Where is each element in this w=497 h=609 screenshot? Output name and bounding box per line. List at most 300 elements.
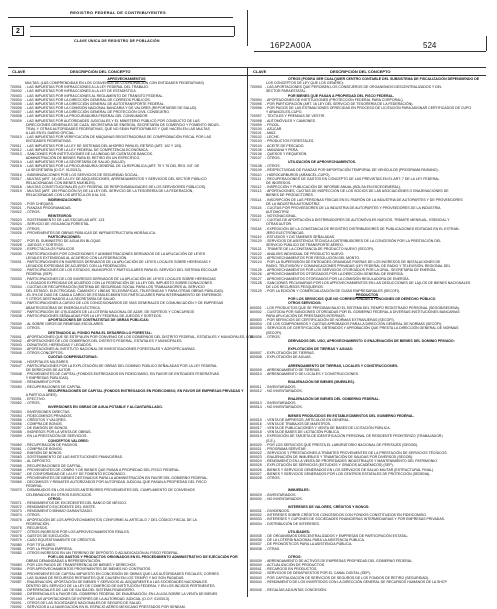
concept-code: 800032 — [250, 513, 262, 518]
concept-code: 800035 — [250, 534, 262, 539]
concept-code: 700062 — [10, 451, 22, 456]
concept-code: 700061 — [10, 446, 22, 451]
concept-description: - RECUPERACIONES DE CAPITAL. — [25, 384, 83, 389]
concept-description: - OTROS. — [265, 334, 281, 339]
concept-code: 700103 — [250, 139, 262, 144]
concept-code: 700092 — [10, 604, 22, 609]
concept-description: - VENTA DE TRABAJOS DE MAESTROS. — [265, 421, 331, 426]
concept-code: 700032 — [10, 268, 22, 273]
concept-description: - INDEMNIZACIONES POR LOS SERVICIOS DE SEGURIDAD SOCIAL. — [25, 172, 139, 177]
concept-description: - OTROS INGRESOS EN UN TERRENO DE DEPÓSITO O ADJUDICACIÓN AL FISCO FEDERAL. — [25, 550, 180, 555]
concept-description: - POR TITULARES. — [25, 542, 56, 547]
concept-description: - PARTICIPACIONES DE LOS ESTADOS, MUNICIPIOS Y PARTICULARES PARA EL SERVICIO DEL SISTEMA ESCOLAR — [25, 268, 218, 273]
concept-description: - LOS PRODUCTOS QUE SE PERCIBAN BAJO EL SISTEMA DEL TIEMPO REGISTRADO PERSONAL (SEGOB/SEDENA). — [265, 305, 460, 310]
group-heading: DESTINADOS AL FONDO PARA EL DESARROLLO FORESTAL: — [48, 330, 153, 335]
concept-code: 700106 — [250, 151, 262, 156]
concept-code: 800005 — [250, 326, 262, 331]
concept-code: 800026 — [250, 467, 262, 472]
concept-description: - LAS APORTACIONES QUE PERCIBEN LOS CONSEJEROS DE ORGANISMOS DESCENTRALIZADOS Y DEL — [265, 85, 442, 90]
concept-code: 700127 — [250, 276, 262, 281]
concept-description: - POR APROVECHAMIENTOS PROVENIENTES DE BIENES NO CONTRATOS. — [25, 567, 152, 572]
concept-description: - MULTAS CONSTITUCIONALES (LEY FEDERAL DE RESPONSABILIDADES DE LOS SERVIDORES PÚBLICOS). — [25, 185, 207, 190]
form-rule-right — [486, 36, 487, 51]
concept-code: 800030 — [250, 496, 262, 501]
concept-description: - PROVENIENTES DE CAPITAL IMPUESTO EN CONCESIÓN DE OBRAS QUE LAS AUTORIDADES FISCALES, CORRES — [25, 571, 219, 576]
concept-code: 800043 — [250, 575, 262, 580]
group-heading: ARRENDAMIENTO DE TIERRAS, LOCALES Y CONSTRUCCIONES. — [288, 363, 399, 368]
concept-description: - LAS IMPUESTAS POR LA PROCURADURÍA FEDERAL DEL CONSUMIDOR. — [25, 114, 149, 119]
concept-description: - LAS IMPUESTAS POR INFRACCIONES A LA LEY DE ESTADÍSTICA. — [25, 89, 137, 94]
group-heading: OTROS: — [48, 496, 62, 501]
concept-description: - CUSTODIA POR SANCIONES OTORGADAS POR EL GOBIERNO FEDERAL A DIVERSAS INSTITUCIONES BANCARIAS — [265, 309, 460, 314]
concept-description: PARA APLICACIÓN DE PRESTAMOS INTERNOS. — [265, 313, 346, 318]
concept-code: 800038 — [250, 546, 262, 551]
concept-code: 700119 — [250, 234, 262, 239]
concept-description: - PARTICIPACIONES POR LA EXPLOTACIÓN DE OBRAS DEL DOMINIO PÚBLICO SEÑALADAS POR LA LEY FEDERAL — [25, 363, 218, 368]
concept-description: RELACIONADAS CON BIENES MUEBLES). — [25, 180, 96, 185]
concept-description: - DE PRONÓSTICOS PARA LA ASISTENCIA PÚBLICA. — [265, 542, 353, 547]
concept-description: - OTROS. — [25, 401, 41, 406]
concept-description: OTRAS AUTOR. — [265, 222, 292, 227]
concept-description: - POR CAPITALIZACIÓN DE SERVICIOS DE SEGUROS DE LOS FONDOS DE RETIRO (SEGURIDAD). — [265, 575, 430, 580]
concept-description: ADMINISTRACIÓN DE BIENES PARA EL RETIRO EN UN ESPECÍFICO. — [25, 155, 141, 160]
concept-description: - INSPECCIÓN Y PUBLICACIÓN DE INFORME ANUAL (BOLSA EN ESCEGENERAL). — [265, 185, 401, 190]
concept-description: - NO INVENTARIADOS. — [265, 496, 303, 501]
concept-code: 800001 — [250, 305, 262, 310]
concept-code: 700002 — [10, 89, 22, 94]
concept-description: - PRODUCTOS FORESTALES. — [265, 139, 315, 144]
right-descripcion-header: DESCRIPCIÓN DEL CONCEPTO — [330, 69, 391, 74]
concept-code: 700006 — [10, 106, 22, 111]
concept-description: - INVENTARIADOS. — [265, 492, 297, 497]
curp-label: CLAVE ÚNICA DE REGISTRO DE POBLACIÓN — [74, 39, 160, 43]
group-heading: UTILIZACIÓN DE APROVECHAMIENTOS. — [288, 160, 357, 165]
concept-description: - LAS IMPUESTAS POR LA LEY FEDERAL DE COMPETENCIA ECONÓMICA. — [25, 147, 149, 152]
right-clave-header: CLAVE — [253, 69, 267, 74]
concept-description: - RENDIMIENTO POR. — [25, 380, 62, 385]
title-rule — [8, 17, 233, 18]
concept-description: LA SECRETARÍA (D.O.F. 01/03/13). — [25, 168, 82, 173]
concept-description: - RENDIMIENTO EN LA VENTA DE PROPIEDADES INDUSTRIALES Y MANTENIMIENTO DEL PATRIMONIO. — [265, 459, 438, 464]
concept-code: 700001 — [10, 85, 22, 90]
concept-code: 700024 — [10, 222, 22, 227]
concept-description: - POR SERVICIOS DE CERTIFICACIÓN DE NORMAS EXTRANJERAS (SECOFI). — [265, 318, 395, 323]
concept-description: AUTOMOTRIZ. — [265, 210, 290, 214]
concept-code: 700041 — [10, 334, 22, 339]
concept-description: - FRIJOL. — [265, 122, 281, 127]
concept-description: SERVICIO PÚBLICO DE TRANSPORTE AÉREO. — [265, 243, 344, 248]
concept-description: - INGRESOS POR LA VENTA DE OBRAS. — [25, 430, 92, 435]
concept-code: 700008 — [10, 114, 22, 119]
concept-code: 700104 — [250, 143, 262, 148]
concept-description: - OTROS DE LAS SOCIEDADES NACIONALES DE SEGURO DE SALUD. — [25, 600, 142, 605]
concept-code: 800024 — [250, 459, 262, 464]
concept-description: - MULTAS (ART. 159 FRACCIÓN IV) DE LA LEY DEL SERVICIO DE LA TESORERÍA DE LA FEDERACIÓN, — [25, 189, 194, 194]
group-heading: POR LOS SERVICIOS QUE NO CORRESPONDAN A FUNCIONES DE DERECHO PÚBLICO — [288, 297, 436, 302]
concept-description: - NOTIONACIONAL. — [265, 214, 298, 219]
concept-code: 700055 — [10, 417, 22, 422]
concept-code: 700056 — [10, 421, 22, 426]
concept-code: 800004 — [250, 322, 262, 327]
concept-description: - DE EMISIÓN DE BONOS. — [25, 426, 69, 431]
concept-code: 700100 — [250, 126, 262, 131]
concept-description: - POR CHEQUES. — [25, 201, 54, 206]
concept-description: - DISMINUIDOS EN LOS INCISOS ANTERIORES PROVENIENTES DEL CUMPLIMIENTO DE CONVENIOS — [25, 488, 195, 493]
concept-description: SECTOR PARAESTATAL. — [265, 89, 307, 94]
concept-description: DE LOS RECURSOS PESQUEROS. — [265, 284, 324, 289]
concept-code: 800008 — [250, 355, 262, 360]
concept-description: FEDERACIÓN. — [25, 521, 50, 526]
concept-description: - ARRENDAMIENTO DE LOCALES Y CONSTRUCCIONES. — [265, 372, 359, 377]
concept-code: 700076 — [10, 525, 22, 530]
concept-code: 700126 — [250, 272, 262, 277]
concept-description: - ANÁLISIS INDIVIDUAL DE PRODUCTO NUEVO. — [265, 251, 345, 256]
concept-description: - POR EL SUMINISTRO DE AGUA EN BLOQUE. — [25, 239, 102, 244]
concept-description: CELEBRADOS EN OTROS EJERCICIOS. — [25, 492, 93, 497]
concept-description: - COMPRA DE BONOS. — [25, 446, 63, 451]
concept-code: 800007 — [250, 351, 262, 356]
concept-description: - SANCIONES POR INSTITUCIONES DE LA UNIDAD DE CUENTA DE BANCOS. — [25, 151, 153, 156]
concept-description: - PROVENIENTES DE COBRO Y DE BIENES QUE PASAN A PROPIEDAD DEL FISCO FEDERAL. — [25, 467, 181, 472]
concept-code: 700111 — [250, 176, 262, 181]
concept-description: - APROVECHAMIENTOS POR RESOLUCIÓN DEL MONTO. — [265, 255, 361, 260]
concept-code: 700004 — [10, 97, 22, 102]
concept-description: - SOSTENIMIENTO DE LAS INSTITUCIONES FINANCIERAS. — [25, 455, 123, 460]
concept-description: - ENAJENACIÓN, APORTACIÓN DE BIENES Y SERVICIOS AL ADQUIRIENTE A LAS SOCIEDADES NACIONALES — [25, 579, 207, 584]
group-heading: ENAJENACIÓN DE BIENES DEL GOBIERNO FEDERAL. — [288, 396, 380, 401]
concept-code: 800028 — [250, 475, 262, 480]
concept-description: BIENES DE PRODUCTORES. — [265, 193, 314, 198]
group-heading: DERIVADOS DEL USO, APROVECHAMIENTO O ENAJENACIÓN DE BIENES DEL DOMINIO PRIVADO: — [288, 338, 455, 343]
concept-description: ENTIDADES FEDERATIVAS. — [25, 139, 72, 144]
concept-description: - DISTRIBUCIÓN DE INTERESES. — [265, 521, 320, 526]
concept-description: - LAS IMPUESTAS POR AUTORIDADES JUDICIALES Y EL MINISTERIO PÚBLICO POR CONDUCTO DE LAS — [25, 118, 200, 123]
concept-row — [250, 588, 484, 592]
concept-code: 700095 — [250, 101, 262, 106]
concept-description: DE DERECHOS DE AUTOR. — [25, 367, 72, 372]
concept-code: 700043 — [10, 343, 22, 347]
concept-code: 700052 — [10, 401, 22, 406]
concept-code: 700077 — [10, 530, 22, 535]
concept-description: - PARTICIPACIÓN DE UTILIDADES DE LA LOTERÍA NACIONAL DE AZAR, DE SORTEOS Y CONCURSOS — [25, 309, 195, 314]
concept-description: FEDERAL (SEP). — [25, 272, 54, 277]
concept-description: - HOSPITALES MILITARES. — [25, 359, 70, 364]
group-heading: OTROS (PODRÁ SER CUALQUIER CENTRO CONTABLE DEL SUBSISTEMA DE FISCALIZACIÓN DEPENDIENDO DE — [288, 77, 480, 81]
box-rule-bottom — [30, 36, 234, 37]
concept-description: - APORTACIONES QUE SE ESTIPULEN POR CONVENIO DE LOS GOBIERNOS DEL DISTRITO FEDERAL, ESTATALES Y MUNICIPALES, LOS — [25, 334, 254, 339]
concept-code: 700016 — [10, 172, 22, 177]
concept-description: (SECOFI). — [265, 330, 283, 335]
concept-code: 800034 — [250, 521, 262, 526]
concept-description: DENTRO DEL SERVICIO DE LA LEY DE COMERCIO DE INSTITUCIÓN FEDERAL Y EN LOS INCISOS PERTINENTES. — [25, 584, 216, 589]
concept-code: 700050 — [10, 384, 22, 389]
concept-code: 700107 — [250, 155, 262, 160]
concept-description: - FIDEICOMISOS PRIVADOS. — [25, 413, 73, 418]
concept-code: 700128 — [250, 280, 262, 285]
concept-description: - HIDROCARBUROS (ARANCEL-CUPO). — [265, 172, 331, 177]
concept-description: - LAS IMPUESTAS POR LA COMISIÓN NACIONAL BANCARIA Y DE VALORES (REPORTARSE DE SALUD). — [25, 106, 198, 111]
concept-code: 700044 — [10, 347, 22, 352]
concept-code: 700021 — [10, 205, 22, 210]
concept-description: - POR LAS APORTACIONES DE INTERÉS DE LA AUTORIDAD JUDICIAL (D.O.F. 01/03/13). — [25, 596, 170, 601]
concept-description: - RECARGOS EN PRODUCTOS. — [265, 567, 318, 572]
concept-code: 700017 — [10, 176, 22, 181]
concept-code: 700060 — [10, 442, 22, 447]
concept-code: 700099 — [250, 122, 262, 127]
concept-description: - OTROS. — [25, 326, 41, 331]
group-heading: RECUPERACIONES DE CAPITAL (FONDOS ENTREGADOS EN FIDEICOMISO, EN FAVOR DE EMPRESAS PRIVADAS Y — [48, 388, 244, 393]
concept-code: 700038 — [10, 313, 22, 318]
left-concept-list — [10, 77, 254, 609]
concept-description: - LAS IMPUESTAS POR LA LEY DE SISTEMAS DEL AHORRO PARA EL RETIRO (ART. 102 Y 103). — [25, 143, 183, 148]
concept-description: MULTAS: (LAS COMPRENDIDAS EN LOS CONVENIOS DE COORDINACIÓN CON ENTIDADES FEDERATIVAS) — [25, 81, 204, 86]
concept-code: 700037 — [10, 309, 22, 314]
concept-code: 700014 — [10, 160, 22, 165]
concept-code: 700090 — [10, 596, 22, 601]
concept-description: - LAS IMPUESTAS POR INFRACCIONES AL REGLAMENTO DE TRÁNSITO FEDERAL. — [25, 93, 164, 98]
concept-code: 700030 — [10, 251, 22, 256]
left-descripcion-header: DESCRIPCIÓN DEL CONCEPTO — [70, 69, 131, 74]
group-heading: INMUEBLES: — [288, 488, 310, 493]
concept-description: - OTROS. — [25, 513, 41, 518]
concept-description: - SERVICIOS DE CERTIFICACIÓN, OBTENIDOS Y APROBACIÓN QUE PRESTA LA DIRECCIÓN GENERAL DE NORMAS — [265, 326, 459, 331]
concept-code: 700120 — [250, 239, 262, 244]
concept-code: 700053 — [10, 409, 22, 414]
concept-description: - DIFERENCIALES A FAVOR DEL GOBIERNO FEDERAL DE ENAJENACIÓN, EN LA LIGA SOBRE LA VENTA DE BIENES — [25, 592, 218, 597]
concept-code: 700075 — [10, 517, 22, 522]
concept-description: - TEXTILES Y PRENDAS DE VESTIR. — [265, 114, 326, 119]
concept-description: - INVERSIONES DIRECTAS. — [25, 409, 71, 414]
concept-description: - LAS IMPUESTAS POR LA SECRETARÍA DE SALUD (SALUD). — [25, 160, 126, 165]
concept-code: 700121 — [250, 247, 262, 252]
concept-code: 700086 — [10, 575, 22, 580]
concept-code: 700035 — [10, 293, 22, 298]
concept-description: LOS CONCEPTOS DE LEY QUE LOS GENERE): — [265, 81, 344, 86]
box-rule-top — [30, 26, 234, 27]
concept-code: 700020 — [10, 201, 22, 206]
concept-description: - POR LA EDICIÓN Y COMERCIALIZACIÓN DE GUÍAS EMPRESARIALES (SECOFI). — [265, 288, 401, 293]
concept-description: - ESTUDIOS Y DICTÁMENES SEÑALADAS. — [265, 234, 336, 239]
concept-description: - OTROS. — [265, 164, 281, 169]
concept-code: 700067 — [10, 471, 22, 476]
concept-description: - DE LA LOTERÍA NACIONAL PARA LA ASISTENCIA PÚBLICA. — [265, 538, 365, 543]
concept-description: - INTERESES Y CUPONES DE SOCIEDADES FINANCIERAS INTERMEDIARIAS Y POR EMPRESAS PRIVADAS. — [265, 517, 445, 522]
concept-description: - OTROS. — [265, 475, 281, 480]
concept-description: - EXPLOTACIÓN DE TIERRAS. — [265, 351, 315, 356]
group-heading: APORTACIONES DE CONTRATISTAS DE OBRAS PÚBLICAS: — [48, 318, 150, 323]
concept-description: A PARTICULARES). — [25, 392, 58, 397]
concept-description: - ACTUALIZACIÓN DE PRODUCTOS. — [265, 563, 326, 568]
concept-code: 800010 — [250, 372, 262, 377]
group-heading: EXPLOTACIÓN DE TIERRAS Y AGUAS: — [288, 347, 354, 352]
concept-description: - MAÍZ. — [265, 131, 277, 136]
concept-code: 700078 — [10, 534, 22, 539]
concept-code: 800014 — [250, 405, 262, 410]
concept-description: - ACEITE DE PESCADO. — [265, 143, 305, 148]
concept-code: 800027 — [250, 471, 262, 476]
group-heading: OTROS SERVICIOS: — [288, 301, 322, 306]
concept-code: 700018 — [10, 185, 22, 190]
concept-code: 700080 — [10, 542, 22, 547]
concept-description: - RESPECTIVIDAD DE FIANZAS POR IMPORTACIÓN TEMPORAL DE VEHÍCULOS (PROGRAMA PAISANO). — [265, 168, 439, 173]
right-concept-list — [250, 77, 484, 592]
group-heading: BIENES PRODUCIDOS EN ESTABLECIMIENTOS DEL GOBIERNO FEDERAL. — [288, 413, 415, 418]
concept-code: 700087 — [10, 579, 22, 584]
concept-description: - POR PARTICIPACIÓN (ART. 16 LEY DEL SERVICIO DE TESORERÍA DE LA FEDERACIÓN). — [265, 101, 414, 106]
concept-description: - AUTOMÓVILES Y CAMIONES. — [265, 118, 316, 123]
concept-description: - EXPLOTACIÓN DE AGUAS. — [265, 355, 312, 360]
concept-code: 800025 — [250, 463, 262, 468]
box-rule-right — [234, 26, 235, 36]
concept-code: 700005 — [10, 101, 22, 106]
group-heading: CONCEPTOS VALORES: — [48, 438, 89, 443]
concept-code: 700072 — [10, 505, 22, 510]
concept-description: - DE CONFORMIDAD DE LA LEY DE FOMENTO ECONÓMICO. — [25, 471, 126, 476]
concept-description: - APORTACIONES AL INSTITUTO NACIONAL DE INVESTIGACIONES FORESTALES Y AGROPECUARIAS. — [25, 347, 196, 352]
concept-code: 700057 — [10, 426, 22, 431]
concept-description: - LECHE. — [265, 135, 280, 140]
concept-description: - PARTICIPACIONES A CARGO DE LOS CONCESIONARIOS DE VÍAS GENERALES DE COMUNICACIÓN Y DE EMPRESAS — [25, 301, 224, 306]
concept-description: - PARTICIPACIONES EN INGRESOS DERIVADOS DE LA APLICACIÓN DE LEYES LOCALES SOBRE HERENCIAS Y — [25, 259, 212, 264]
concept-description: - MANZANA Y PERA. — [265, 147, 299, 152]
concept-description: - DIVIDENDOS. — [265, 509, 290, 514]
concept-code: 700034 — [10, 284, 22, 289]
concept-code: 800018 — [250, 430, 262, 435]
concept-description: - APORTACIONES, CUOTAS DE INSPECCIÓN DE LOS SOCIOS DE LAS ASOCIACIONES O ENAJENACIONES DE — [265, 189, 449, 194]
concept-description: - MULTAS (ART. 14) DE LA LEY DE ADQUISICIONES, ARRENDAMIENTOS Y SERVICIOS DEL SECTOR PÚBLICO — [25, 176, 207, 181]
concept-description: - QUESOS Y REQUESÓN. — [265, 151, 308, 156]
concept-code: 700007 — [10, 110, 22, 115]
concept-code: 700098 — [250, 118, 262, 123]
concept-description: - RECUPERACIÓN DE PASIVOS. — [25, 442, 79, 447]
concept-description: - CASO EQUITATIVAMENTE DE CRÉDITOS. — [25, 538, 97, 543]
concept-description: - ARRENDAMIENTO DE ACTIVOS DE EMPRESAS PROPIEDAD DEL GOBIERNO FEDERAL. — [265, 558, 414, 563]
form-number: 524 — [423, 41, 437, 50]
concept-code: 800042 — [250, 571, 262, 576]
group-heading: CUOTAS COMPENSATORIAS: — [48, 355, 98, 360]
group-heading: INDEMNIZACIONES: — [48, 197, 83, 202]
concept-code: 700112 — [250, 185, 262, 190]
concept-description: - CUOTAS DE RECUPERACIÓN (SISTEMA DE SEGURIDAD SOCIAL PARA LOS TRABAJADORES AL SERVICIO — [25, 284, 205, 289]
concept-code: 700085 — [10, 571, 22, 576]
concept-description: - LAS SUMAS DE RECURSOS RESTANTES QUE CAUSEN EN LOS TIEMPO Y NO SON PAGADAS. — [25, 575, 185, 580]
concept-code: 700070 — [10, 488, 22, 493]
concept-code: 700124 — [250, 259, 262, 264]
concept-description: - NO INVENTARIADOS. — [265, 405, 303, 410]
left-clave-header: CLAVE — [12, 69, 26, 74]
concept-description: - PROGRAMA SERVITAR. — [265, 446, 307, 451]
concept-description: - INTERESES SOBRE CRÉDITOS CONCEDIDOS CON FONDOS CONSTITUIDOS EN FIDEICOMISO. — [265, 513, 427, 518]
form-code: 16P2A00A — [270, 41, 312, 50]
concept-description: (S.E.). — [265, 438, 276, 443]
concept-description: - PROVENIENTES DE OBRAS PÚBLICAS DE INFRAESTRUCTURA HIDRÁULICA. — [25, 230, 157, 235]
concept-code: 700015 — [10, 164, 22, 169]
concept-code: 800041 — [250, 567, 262, 572]
concept-code: 700031 — [10, 259, 22, 264]
concept-description: - RENDIMIENTO EXCEDENTE DEL ISSSTE. — [25, 505, 96, 510]
concept-code: 700096 — [250, 106, 262, 111]
concept-description: - POR LOS PAGOS DE TRANSFERENCIA DE BIENES Y DERECHOS. — [25, 563, 137, 568]
concept-code: 800003 — [250, 318, 262, 323]
concept-description: - SERVICIO DE VIGILANCIA FORESTAL. — [25, 222, 91, 227]
concept-code: 700026 — [10, 230, 22, 235]
concept-code: 700083 — [10, 563, 22, 568]
concept-description: - PARTICIPACIONES POR CONCESIONES Y ADMINISTRACIONES DERIVADOS DE LA APLICACIÓN DE LEYES — [25, 251, 206, 256]
concept-code: 700033 — [10, 276, 22, 281]
concept-description: - DIFERENCIALES DE LAS DE SALIDA DEL SISTEMA FINANCIERO. — [25, 588, 135, 593]
concept-code: 800023 — [250, 455, 262, 460]
concept-code: 800021 — [250, 446, 262, 451]
concept-description: - EXPEDICIÓN DE TARJETA DE IDENTIFICACIÓN PERSONAL DE RESIDENTE FRONTERIZO (TRABAJADOR) — [265, 434, 443, 439]
concept-code: 800031 — [250, 509, 262, 514]
concept-description: A LAS EN EL DIARIO OFICIAL. — [25, 131, 76, 136]
concept-code: 800022 — [250, 450, 262, 455]
concept-description: - EL 5% DE DIAS DE CAMA A CARGO DE ESTABLECIMIENTOS PARTICULARES PARA INTERNAMIENTO DE ENFERMOS — [25, 293, 222, 298]
concept-description: - COMPRA DE BONOS. — [25, 421, 63, 426]
concept-description: - APORTACIONES DE LOS GOBIERNOS DEL DISTRITO FEDERAL, ESTATALES Y MUNICIPALES. — [25, 338, 183, 343]
concept-code: 700113 — [250, 189, 262, 194]
concept-description: - EMISIÓN DE BONOS. — [25, 451, 63, 456]
section-heading: APROVECHAMIENTOS — [107, 77, 146, 81]
group-heading: PARTICIPACIONES: — [48, 234, 81, 239]
concept-description: - RENDIMIENTO DE LOS INVERTIDOS CON LA DIRECCIÓN GENERAL DE RECURSOS HUMANOS DE LA SHCP. — [265, 579, 448, 584]
concept-code: 800033 — [250, 517, 262, 522]
concept-description: ABASTECEDORAS DE ENERGÍA ELÉCTRICA. — [25, 305, 101, 310]
concept-description: - SERVICIOS Y PRESTACIONES A TRÁMITES PROVENIENTES DE LA PRESTACIÓN DE SERVICIOS TÉCNICOS. — [265, 450, 448, 455]
concept-description: - VENTA DE BASES DE LICITACIÓN PÚBLICA. — [265, 430, 340, 435]
center-mark — [247, 10, 248, 46]
concept-code: 700009 — [10, 118, 22, 123]
concept-code: 800019 — [250, 434, 262, 439]
concept-description: - DECOMISOS Y REMATES AUTORIZADOS POR AUTORIDAD JUDICIAL QUE PASAN A PROPIEDAD DEL FISCO — [25, 480, 207, 485]
concept-row — [10, 605, 243, 609]
concept-description: - AZÚCAR. — [265, 126, 283, 131]
concept-description: - APROVECHAMIENTOS OTORGADOS POR LA COMISIÓN REGULADORA DE ENERGÍA. — [265, 276, 410, 281]
concept-code: 700040 — [10, 326, 22, 331]
concept-description: - CRÉDITOS Y VALORES. — [25, 417, 67, 422]
concept-code: 700074 — [10, 513, 22, 518]
concept-description: - CUOTAS POR PROVEEDORES DE LA INDUSTRIA DE AUTOPARTES Y PROVEEDORES DE LA INDUSTRIA — [265, 205, 441, 210]
concept-code: 700108 — [250, 164, 262, 169]
concept-code: 800009 — [250, 367, 262, 372]
concept-code: 800013 — [250, 401, 262, 406]
concept-code: 800006 — [250, 334, 262, 339]
group-heading: POR BIENES QUE PASAN A PROPIEDAD DEL FISCO FEDERAL. — [288, 93, 395, 98]
concept-code: 700010 — [10, 135, 22, 140]
concept-code: 700101 — [250, 131, 262, 136]
section-heading: PRODUCTOS — [355, 293, 379, 298]
group-heading: REINTEGROS: — [48, 214, 73, 219]
concept-description: TRIAL Y OTRAS AUTORIDADES FEDERATIVAS, QUE NO SEAN PARTICIPABLES Y QUE HACEN EN LAS MULTAS — [25, 126, 210, 131]
concept-code: 700042 — [10, 338, 22, 343]
concept-code: 700097 — [250, 114, 262, 119]
concept-code: 700059 — [10, 434, 22, 439]
concept-code: 700022 — [10, 210, 22, 214]
group-heading: ENAJENACIÓN DE BIENES (MUEBLES). — [288, 380, 355, 385]
concept-description: - JUEGOS Y SORTEOS. — [25, 243, 64, 248]
concept-code: 700069 — [10, 480, 22, 485]
concept-description: - LAS IMPUESTAS POR VERIFICACIÓN DE MÁQUINAS REGISTRADORAS DE COMPROBACIÓN FISCAL POR LAS — [25, 135, 212, 140]
concept-description: - EXPEDICIÓN DE LA CONSTANCIA DE REGISTRO DISTRIBUIDORES DE PUBLICACIONES EDITADAS EN EL EXTRAN- — [265, 226, 460, 231]
concept-code: 700063 — [10, 455, 22, 460]
concept-code: 800029 — [250, 492, 262, 497]
concept-description: - OTROS CONCEPTOS. — [25, 351, 64, 356]
concept-description: - CUOTAS DE APORTACIÓN A DISTRIBUIDORES DE AUTOMÓVILES NUEVOS, TRÁMITE MENSUAL, ESENCIAL Y — [265, 218, 450, 223]
concept-description: DIRECCIONES GENERALES DE CAZA, SECRETARÍA DE ENERGÍA, SECRETARÍA DE COMERCIO Y FOMENTO INDUS- — [25, 122, 220, 127]
concept-description: - OTRAS. — [265, 546, 281, 551]
concept-code: 700025 — [10, 226, 22, 231]
concept-code: 800020 — [250, 442, 262, 447]
